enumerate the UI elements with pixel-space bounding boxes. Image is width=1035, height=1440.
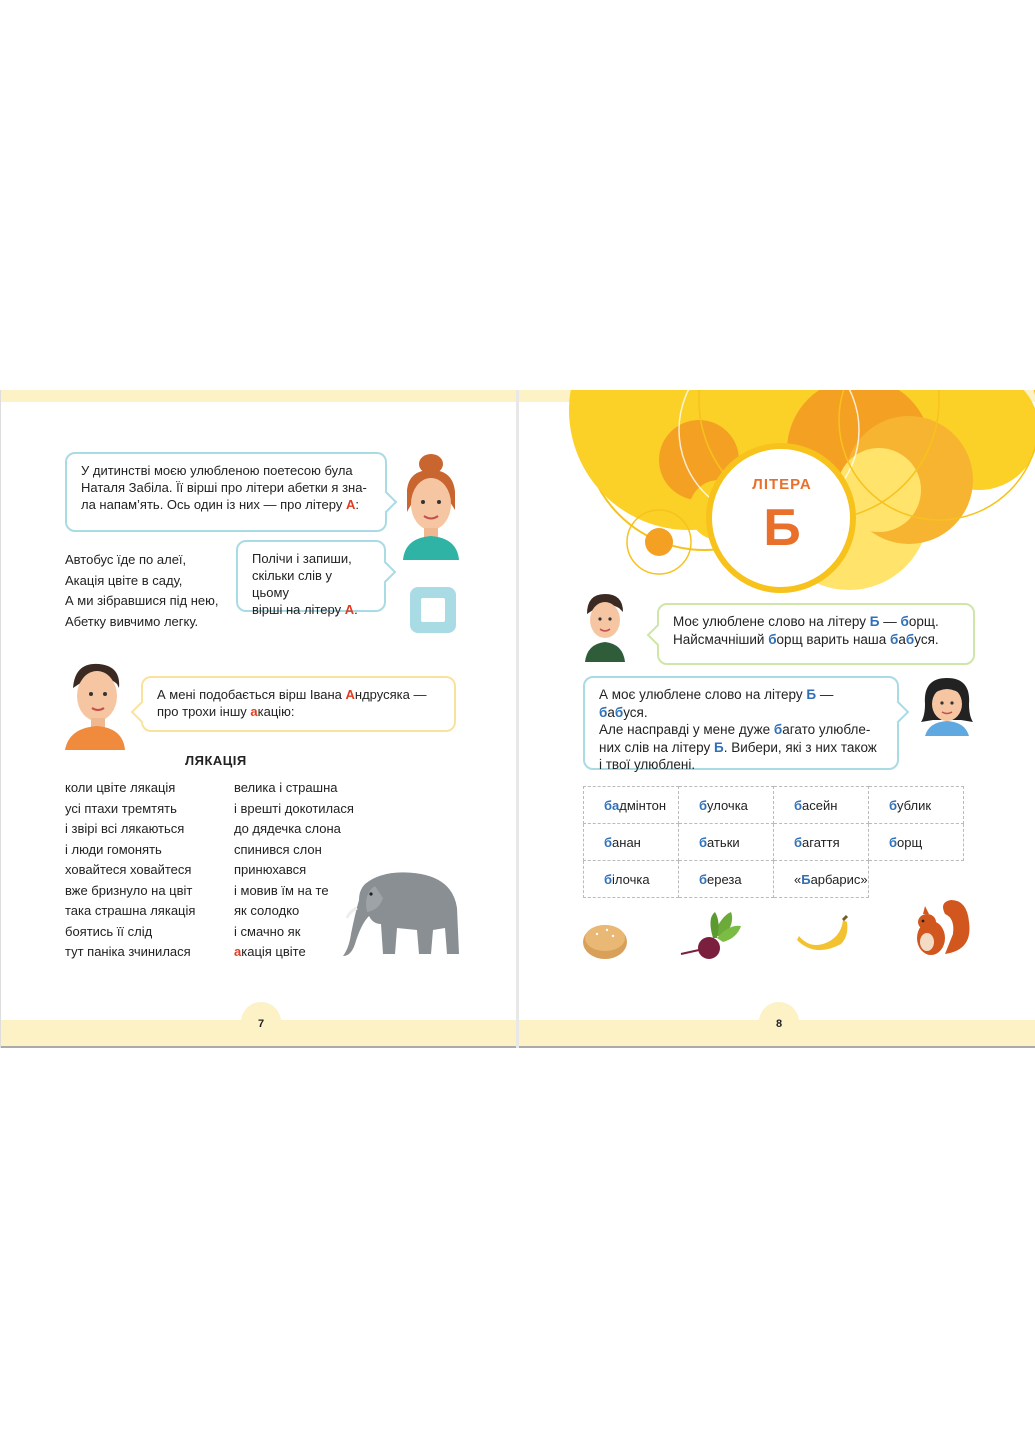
poem-line: велика і страшна [234, 780, 338, 795]
text-line: Але насправді у мене дуже багато улюбле- [599, 722, 871, 737]
word-cell[interactable]: білочка [584, 861, 679, 898]
table-row [584, 861, 964, 898]
text-line: них слів на літеру Б. Вибери, які з них також [599, 739, 877, 755]
poem-line: акація цвіте [234, 944, 306, 959]
answer-box-field[interactable] [421, 598, 445, 622]
poem-line: до дядечка слона [234, 821, 341, 836]
text-line: скільки слів у цьому [252, 568, 332, 600]
word-cell[interactable]: бадмінтон [584, 787, 679, 824]
verse-line: Автобус їде по алеї, [65, 552, 187, 567]
poem-line: і люди гомонять [65, 841, 162, 857]
word-cell[interactable]: банан [584, 824, 679, 861]
boy-bubble-text [673, 613, 959, 649]
poem-line: коли цвіте лякація [65, 780, 176, 795]
word-cell[interactable]: батьки [679, 824, 774, 861]
verse-line: А ми зібравшися під нею, [65, 593, 219, 608]
poem-line: усі птахи тремтять [65, 800, 177, 816]
word-cell[interactable]: борщ [869, 824, 964, 861]
top-band [1, 390, 517, 402]
intro-speech-bubble [65, 452, 387, 532]
boy-favorite-word-bubble [657, 603, 975, 665]
banana-icon [793, 914, 851, 958]
text-line: вірші на літеру А. [252, 602, 358, 617]
count-task-text [252, 550, 370, 618]
word-cell[interactable]: бублик [869, 787, 964, 824]
b-words-table [583, 786, 964, 898]
book-spread [0, 390, 1035, 1048]
poem-line: як солодко [234, 903, 300, 918]
poem-line: тут паніка зчинилася [65, 944, 191, 959]
text-line: Наталя Забіла. Її вірші про літери абетки я зна- [81, 480, 367, 495]
word-cell[interactable]: «Барбарис» [774, 861, 869, 898]
poem-line: така страшна лякація [65, 903, 196, 918]
poem-line: і смачно як [234, 923, 301, 939]
answer-box[interactable] [410, 587, 456, 633]
page-bottom-edge [519, 1046, 1035, 1048]
text-line: А мені подобається вірш Івана Андрусяка — [157, 687, 427, 702]
word-cell[interactable]: береза [679, 861, 774, 898]
letter-label: ЛІТЕРА [752, 476, 812, 493]
text-line: Моє улюблене слово на літеру Б — борщ. [673, 614, 939, 629]
poem-line: і звірі всі лякаються [65, 821, 185, 836]
poem-line: спинився слон [234, 841, 322, 857]
andrusiak-text [157, 686, 440, 720]
verse-line: Акація цвіте в саду, [65, 572, 183, 588]
word-cell[interactable]: басейн [774, 787, 869, 824]
boy-blond-avatar [63, 658, 127, 750]
page-number: 8 [759, 1002, 799, 1046]
table-row [584, 824, 964, 861]
page-bottom-edge [1, 1046, 517, 1048]
text-line: про трохи іншу акацію: [157, 704, 295, 719]
poem-line: ховайтеся ховайтеся [65, 862, 192, 877]
text-line: Найсмачніший борщ варить наша бабуся. [673, 632, 939, 647]
girl-dark-hair-avatar [917, 674, 977, 736]
word-cell[interactable]: булочка [679, 787, 774, 824]
poem-line: і мовив їм на те [234, 882, 329, 898]
squirrel-icon [909, 894, 973, 960]
alphabet-verse [65, 550, 219, 632]
poem-line: вже бризнуло на цвіт [65, 882, 193, 898]
empty-cell [869, 861, 964, 898]
right-page [519, 390, 1035, 1048]
poem-column-1 [65, 778, 195, 963]
text-line: Полічи і запиши, [252, 551, 352, 566]
elephant-icon [325, 864, 463, 960]
verse-line: Абетку вивчимо легку. [65, 613, 199, 629]
page-number: 7 [241, 1002, 281, 1046]
andrusiak-bubble [141, 676, 456, 732]
text-line: ла напам’ять. Ось один із них — про літеру А: [81, 497, 359, 512]
text-line: А моє улюблене слово на літеру Б — бабуся. [599, 687, 834, 720]
boy-dark-hair-avatar [583, 592, 627, 662]
poem-title: ЛЯКАЦІЯ [185, 753, 247, 768]
bun-icon [581, 920, 629, 960]
poem-line: боятись її слід [65, 923, 153, 939]
text-line: і твої улюблені. [599, 757, 696, 772]
table-row [584, 787, 964, 824]
intro-text [81, 462, 371, 513]
girl-redhead-avatar [393, 450, 461, 560]
beet-icon [677, 910, 743, 962]
poem-line: принюхався [234, 862, 307, 877]
letter-b: Б [763, 499, 801, 557]
count-task-bubble [236, 540, 386, 617]
poem-line: і врешті докотилася [234, 800, 354, 816]
girl-favorite-word-bubble [583, 676, 899, 770]
girl-bubble-text [599, 686, 883, 774]
word-cell[interactable]: багаття [774, 824, 869, 861]
text-line: У дитинстві моєю улюбленою поетесою була [81, 463, 353, 478]
left-page [0, 390, 517, 1048]
